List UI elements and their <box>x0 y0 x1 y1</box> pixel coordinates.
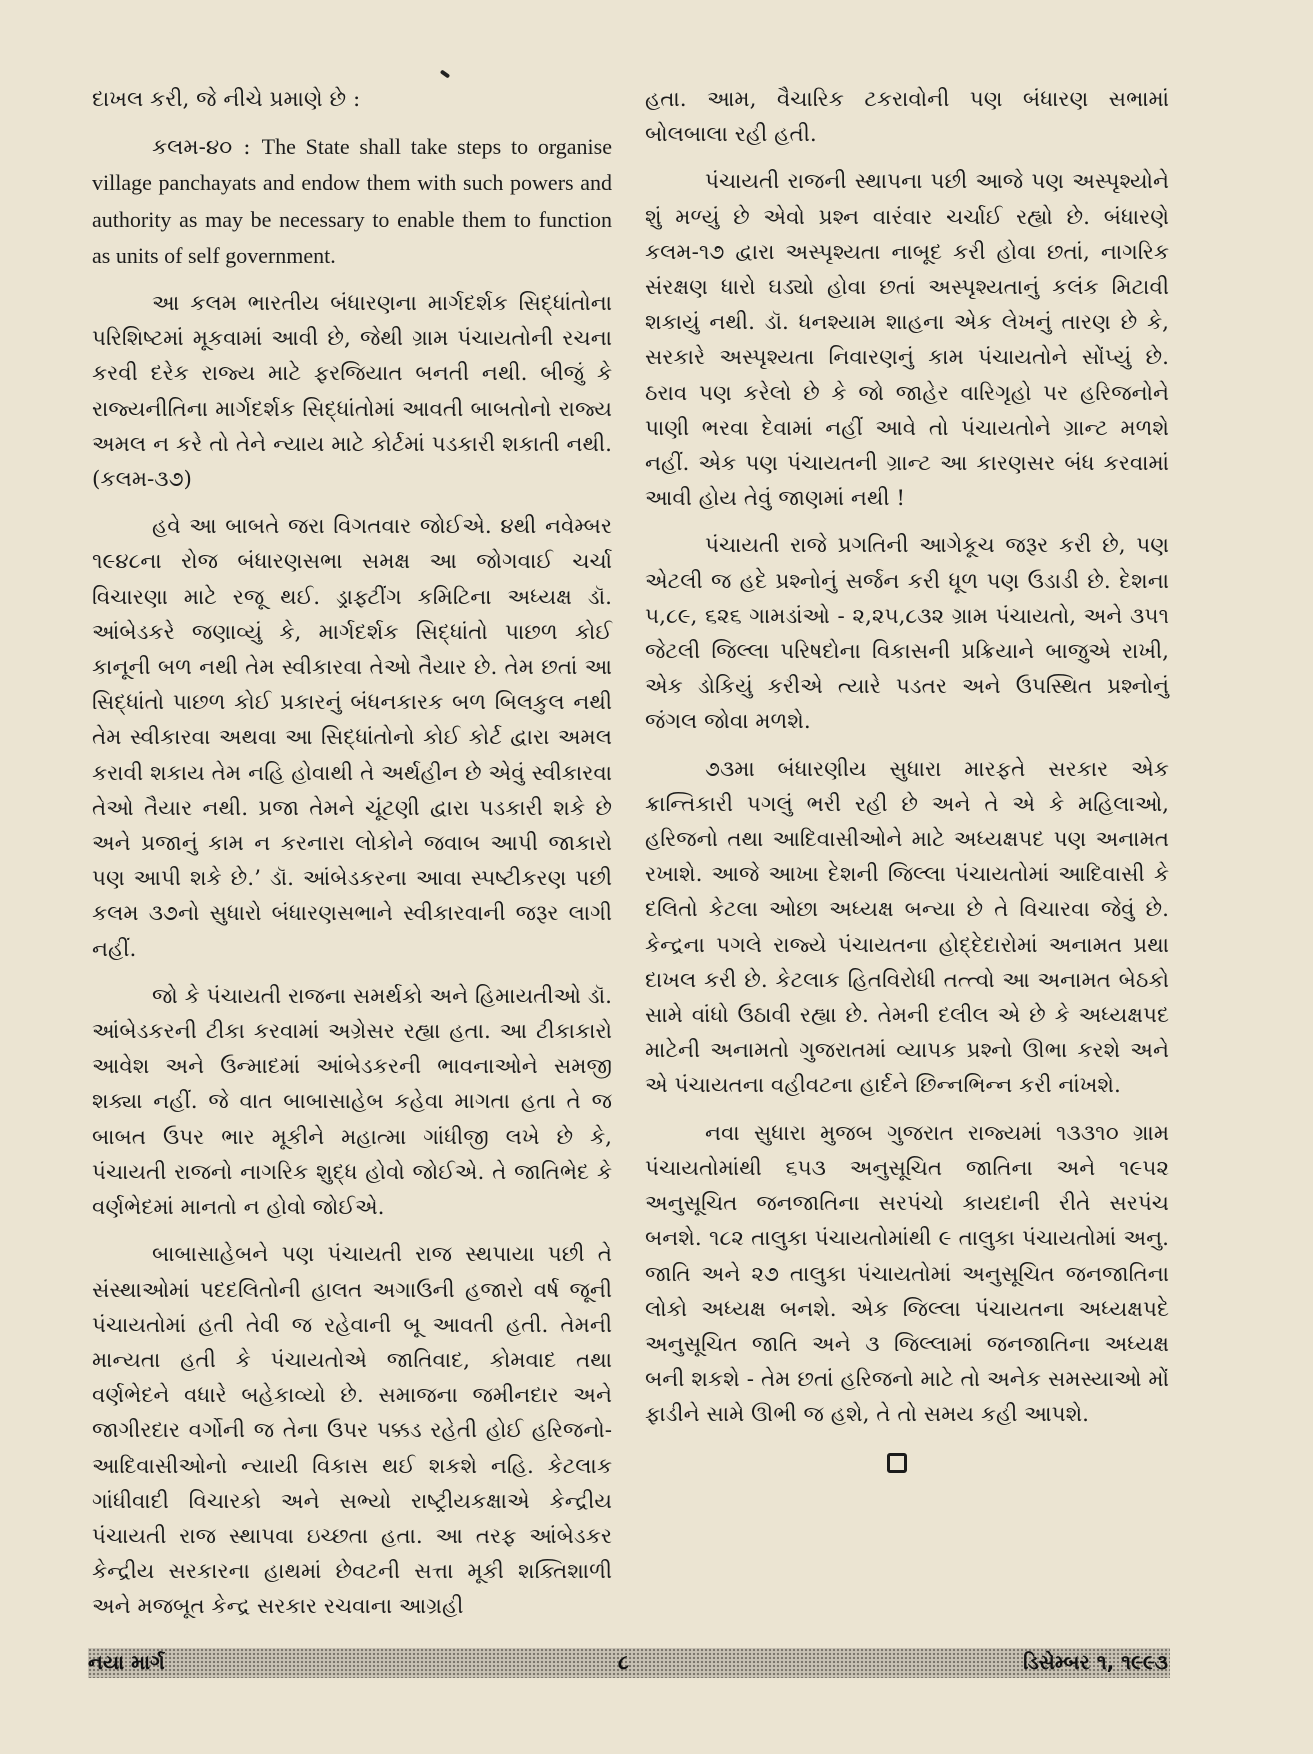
footer-page-number: ૮ <box>618 1650 629 1674</box>
footer-publication: નયા માર્ગ <box>88 1650 165 1674</box>
paragraph: હવે આ બાબતે જરા વિગતવાર જોઈએ. ૪થી નવેમ્બર ૧૯૪૮ના રોજ બંધારણસભા સમક્ષ આ જોગવાઈ ચર્ચા વિચારણા માટે રજૂ થઈ. ડ્રાફ્ટીંગ કમિટિના અધ્યક્ષ ડૉ. આંબેડકરે જણાવ્યું કે, માર્ગદર્શક સિદ્ધાંતો પાછળ કોઈ કાનૂની બળ નથી તેમ સ્વીકારવા તેઓ તૈયાર છે. તેમ છતાં આ સિદ્ધાંતો પાછળ કોઈ પ્રકારનું બંધનકારક બળ બિલકુલ નથી તેમ સ્વીકારવા અથવા આ સિદ્ધાંતોનો કોઈ કોર્ટ દ્વારા અમલ કરાવી શકાય તેમ નહિ હોવાથી તે અર્થહીન છે એવું સ્વીકારવા તેઓ તૈયાર નથી. પ્રજા તેમને ચૂંટણી દ્વારા પડકારી શકે છે અને પ્રજાનું કામ ન કરનારા લોકોને જવાબ આપી જાકારો પણ આપી શકે છે.’ ડૉ. આંબેડકરના આવા સ્પષ્ટીકરણ પછી કલમ ૩૭નો સુધારો બંધારણસભાને સ્વીકારવાની જરૂર લાગી નહીં. <box>92 514 612 962</box>
right-column <box>645 82 1169 1473</box>
paragraph: ૭૩મા બંધારણીય સુધારા મારફતે સરકાર એક ક્રાન્તિકારી પગલું ભરી રહી છે અને તે એ કે મહિલાઓ, હરિજનો તથા આદિવાસીઓને માટે અધ્યક્ષપદ પણ અનામત રખાશે. આજે આખા દેશની જિલ્લા પંચાયતોમાં આદિવાસી કે દલિતો કેટલા ઓછા અધ્યક્ષ બન્યા છે તે વિચારવા જેવું છે. કેન્દ્રના પગલે રાજ્યે પંચાયતના હોદ્દેદારોમાં અનામત પ્રથા દાખલ કરી છે. કેટલાક હિતવિરોધી તત્ત્વો આ અનામત બેઠકો સામે વાંધો ઉઠાવી રહ્યા છે. તેમની દલીલ એ છે કે અધ્યક્ષપદ માટેની અનામતો ગુજરાતમાં વ્યાપક પ્રશ્નો ઊભા કરશે અને એ પંચાયતના વહીવટના હાર્દને છિન્નભિન્ન કરી નાંખશે. <box>645 756 1169 1099</box>
article-40-quote <box>92 129 612 274</box>
ink-mark <box>440 69 450 78</box>
paragraph: જો કે પંચાયતી રાજના સમર્થકો અને હિમાયતીઓ ડૉ. આંબેડકરની ટીકા કરવામાં અગ્રેસર રહ્યા હતા. આ ટીકાકારો આવેશ અને ઉન્માદમાં આંબેડકરની ભાવનાઓને સમજી શક્યા નહીં. જે વાત બાબાસાહેબ કહેવા માગતા હતા તે જ બાબત ઉપર ભાર મૂકીને મહાત્મા ગાંધીજી લખે છે કે, પંચાયતી રાજનો નાગરિક શુદ્ધ હોવો જોઈએ. તે જાતિભેદ કે વર્ણભેદમાં માનતો ન હોવો જોઈએ. <box>92 983 612 1221</box>
article-label: કલમ-૪૦ : <box>152 135 262 161</box>
paragraph: હતા. આમ, વૈચારિક ટકરાવોની પણ બંધારણ સભામાં બોલબાલા રહી હતી. <box>645 87 1169 148</box>
paragraph: પંચાયતી રાજની સ્થાપના પછી આજે પણ અસ્પૃશ્યોને શું મળ્યું છે એવો પ્રશ્ન વારંવાર ચર્ચાઈ રહ્યો છે. બંધારણે કલમ-૧૭ દ્વારા અસ્પૃશ્યતા નાબૂદ કરી હોવા છતાં, નાગરિક સંરક્ષણ ધારો ઘડ્યો હોવા છતાં અસ્પૃશ્યતાનું કલંક મિટાવી શકાયું નથી. ડૉ. ધનશ્યામ શાહના એક લેખનું તારણ છે કે, સરકારે અસ્પૃશ્યતા નિવારણનું કામ પંચાયતોને સોંપ્યું છે. ઠરાવ પણ કરેલો છે કે જો જાહેર વારિગૃહો પર હરિજનોને પાણી ભરવા દેવામાં નહીં આવે તો પંચાયતોને ગ્રાન્ટ મળશે નહીં. એક પણ પંચાયતની ગ્રાન્ટ આ કારણસર બંધ કરવામાં આવી હોય તેવું જાણમાં નથી ! <box>645 169 1169 512</box>
end-of-article-box-icon <box>887 1453 907 1473</box>
paragraph: પંચાયતી રાજે પ્રગતિની આગેકૂચ જરૂર કરી છે, પણ એટલી જ હદે પ્રશ્નોનું સર્જન કરી ધૂળ પણ ઉડાડી છે. દેશના ૫,૮૯, ૬૨૬ ગામડાંઓ - ૨,૨૫,૮૩૨ ગ્રામ પંચાયતો, અને ૩૫૧ જેટલી જિલ્લા પરિષદોના વિકાસની પ્રક્રિયાને બાજુએ રાખી, એક ડોકિયું કરીએ ત્યારે પડતર અને ઉપસ્થિત પ્રશ્નોનું જંગલ જોવા મળશે. <box>645 533 1169 735</box>
paragraph: આ કલમ ભારતીય બંધારણના માર્ગદર્શક સિદ્ધાંતોના પરિશિષ્ટમાં મૂકવામાં આવી છે, જેથી ગ્રામ પંચાયતોની રચના કરવી દરેક રાજ્ય માટે ફરજિયાત બનતી નથી. બીજું કે રાજ્યનીતિના માર્ગદર્શક સિદ્ધાંતોમાં આવતી બાબતોનો રાજ્ય અમલ ન કરે તો તેને ન્યાય માટે કોર્ટમાં પડકારી શકાતી નથી. (કલમ-૩૭) <box>92 291 612 493</box>
english-quote: The State shall take steps to organise village panchayats and endow them with such powers and authority as may be necessary to enable them to function as units of self government. <box>92 134 612 268</box>
paragraph: દાખલ કરી, જે નીચે પ્રમાણે છે : <box>92 87 361 112</box>
footer-date: ડિસેમ્બર ૧, ૧૯૯૩ <box>1023 1650 1168 1674</box>
paragraph: બાબાસાહેબને પણ પંચાયતી રાજ સ્થપાયા પછી તે સંસ્થાઓમાં પદદલિતોની હાલત અગાઉની હજારો વર્ષ જૂની પંચાયતોમાં હતી તેવી જ રહેવાની બૂ આવતી હતી. તેમની માન્યતા હતી કે પંચાયતોએ જાતિવાદ, કોમવાદ તથા વર્ણભેદને વધારે બહેકાવ્યો છે. સમાજના જમીનદાર અને જાગીરદાર વર્ગોની જ તેના ઉપર પક્કડ રહેતી હોઈ હરિજનો-આદિવાસીઓનો ન્યાયી વિકાસ થઈ શકશે નહિ. કેટલાક ગાંધીવાદી વિચારકો અને સભ્યો રાષ્ટ્રીયકક્ષાએ કેન્દ્રીય પંચાયતી રાજ સ્થાપવા ઇચ્છતા હતા. આ તરફ આંબેડકર કેન્દ્રીય સરકારના હાથમાં છેવટની સત્તા મૂકી શક્તિશાળી અને મજબૂત કેન્દ્ર સરકાર રચવાના આગ્રહી <box>92 1242 612 1620</box>
paragraph: નવા સુધારા મુજબ ગુજરાત રાજ્યમાં ૧૩૩૧૦ ગ્રામ પંચાયતોમાંથી ૬૫૩ અનુસૂચિત જાતિના અને ૧૯૫૨ અનુસૂચિત જનજાતિના સરપંચો કાયદાની રીતે સરપંચ બનશે. ૧૮૨ તાલુકા પંચાયતોમાંથી ૯ તાલુકા પંચાયતોમાં અનુ. જાતિ અને ૨૭ તાલુકા પંચાયતોમાં અનુસૂચિત જનજાતિના લોકો અધ્યક્ષ બનશે. એક જિલ્લા પંચાયતના અધ્યક્ષપદે અનુસૂચિત જાતિ અને ૩ જિલ્લામાં જનજાતિના અધ્યક્ષ બની શકશે - તેમ છતાં હરિજનો માટે તો અનેક સમસ્યાઓ મોં ફાડીને સામે ઊભી જ હશે, તે તો સમય કહી આપશે. <box>645 1120 1169 1428</box>
page-footer <box>88 1648 1170 1678</box>
left-column <box>92 82 612 1637</box>
